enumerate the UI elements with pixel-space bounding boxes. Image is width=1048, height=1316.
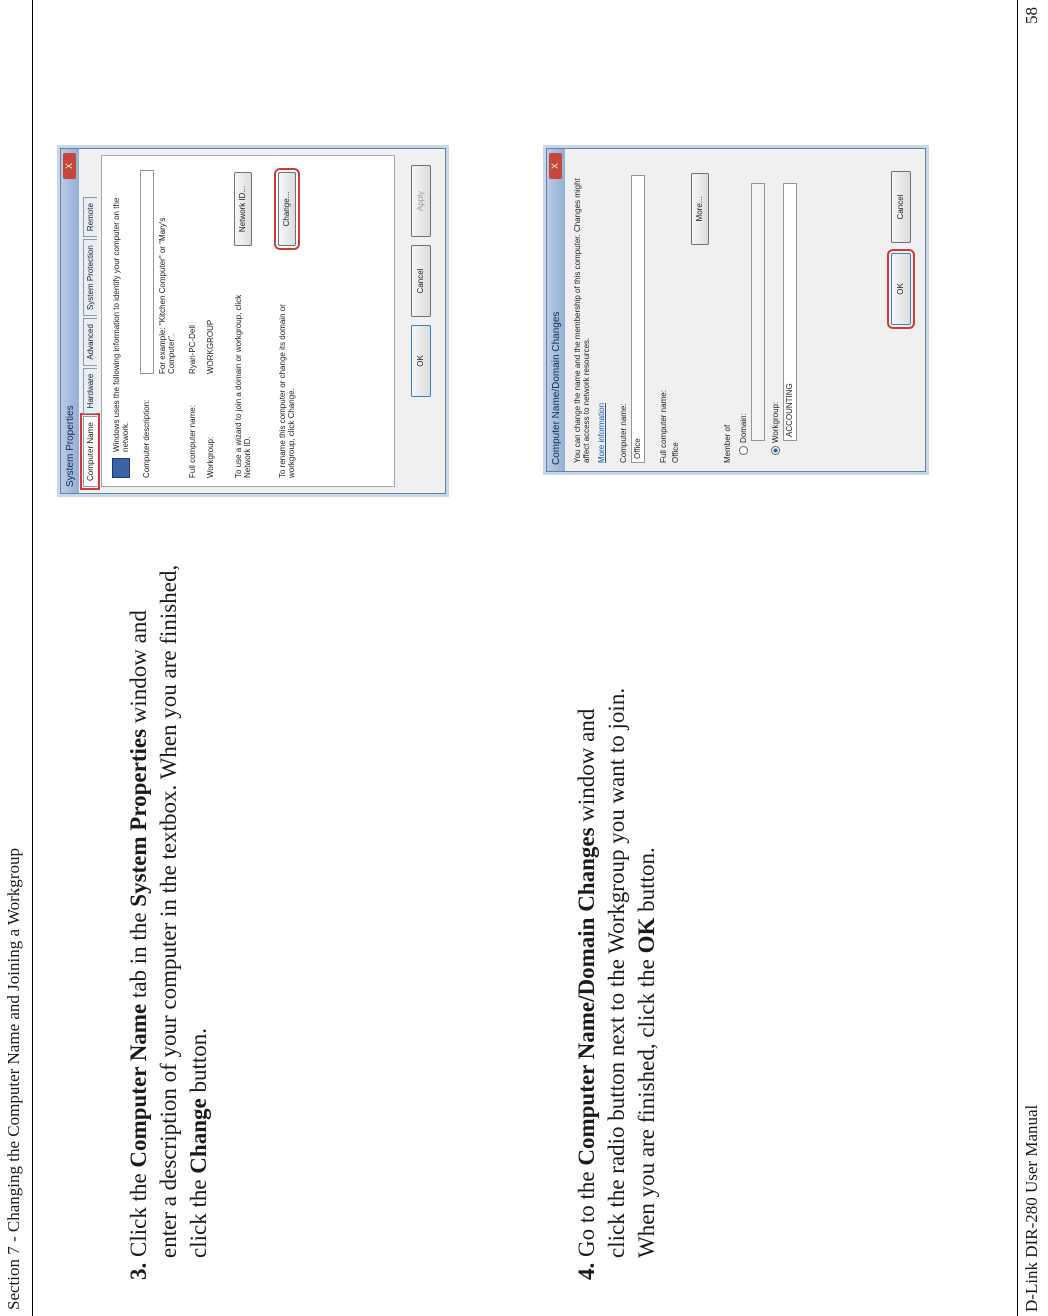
tab-remote[interactable]: Remote bbox=[83, 197, 97, 237]
domain-changes-term: Computer Name/Domain Changes bbox=[574, 827, 599, 1166]
system-properties-term: System Properties bbox=[126, 728, 151, 907]
ok-button[interactable]: OK bbox=[411, 325, 431, 397]
tab-pane bbox=[101, 155, 395, 487]
description-label: Computer description: bbox=[142, 399, 151, 478]
example-text: For example: "Kitchen Computer" or "Mary's Computer". bbox=[158, 217, 176, 374]
window-title: System Properties bbox=[64, 405, 76, 487]
computer-name-input[interactable]: Office bbox=[631, 175, 645, 463]
domain-radio[interactable] bbox=[739, 446, 748, 455]
step-3-text: 3. Click the Computer Name tab in the System Properties window and enter a description of your computer in the textbox. When you are finished, click the Change button. bbox=[126, 564, 211, 1280]
tab-strip bbox=[79, 149, 97, 493]
intro-text: Windows uses the following information to identify your computer on the network. bbox=[112, 197, 130, 452]
more-information-link[interactable]: More information bbox=[597, 402, 606, 463]
header-rule bbox=[32, 0, 33, 1316]
step-number: 3. bbox=[126, 1262, 151, 1280]
full-name-label: Full computer name: bbox=[659, 390, 668, 463]
computer-icon bbox=[112, 458, 130, 478]
domain-label: Domain: bbox=[739, 413, 748, 443]
ok-button[interactable]: OK bbox=[891, 253, 911, 325]
footer-manual-title: D-Link DIR-280 User Manual bbox=[1022, 1104, 1041, 1312]
workgroup-input[interactable]: ACCOUNTING bbox=[783, 183, 797, 441]
rename-text: To rename this computer or change its domain or workgroup, click Change. bbox=[278, 304, 296, 478]
system-properties-window bbox=[60, 148, 446, 494]
computer-name-term: Computer Name bbox=[126, 1003, 151, 1168]
domain-radio-row bbox=[739, 413, 748, 455]
full-name-value: Ryan-PC-Dell bbox=[188, 325, 197, 374]
ok-term: OK bbox=[634, 917, 659, 954]
member-of-label: Member of bbox=[723, 424, 732, 463]
step-4-text: 4. Go to the Computer Name/Domain Changes window and click the radio button next to the Workgroup you want to join. When you are finished, click the OK button. bbox=[574, 687, 659, 1280]
footer-rule bbox=[1017, 0, 1018, 1316]
intro-text: You can change the name and the membership of this computer. Changes might affect access to network resources. bbox=[573, 178, 591, 463]
close-icon[interactable]: X bbox=[63, 153, 76, 179]
cancel-button[interactable]: Cancel bbox=[891, 171, 911, 243]
page-number: 58 bbox=[1022, 7, 1041, 24]
workgroup-label: Workgroup: bbox=[771, 401, 780, 443]
close-icon[interactable]: X bbox=[549, 153, 562, 179]
computer-description-input[interactable] bbox=[140, 170, 154, 374]
full-name-value: Office bbox=[671, 442, 680, 463]
step-number: 4. bbox=[574, 1262, 599, 1280]
wizard-text: To use a wizard to join a domain or workgroup, click Network ID. bbox=[234, 294, 252, 478]
full-name-label: Full computer name: bbox=[188, 405, 197, 478]
workgroup-radio[interactable] bbox=[771, 446, 780, 455]
tab-advanced[interactable]: Advanced bbox=[83, 318, 97, 366]
tab-system-protection[interactable]: System Protection bbox=[83, 239, 97, 316]
change-term: Change bbox=[186, 1098, 211, 1174]
tab-hardware[interactable]: Hardware bbox=[83, 368, 97, 415]
apply-button[interactable]: Apply bbox=[411, 165, 431, 237]
more-button[interactable]: More... bbox=[691, 173, 709, 245]
domain-input[interactable] bbox=[751, 183, 765, 441]
tab-computer-name[interactable]: Computer Name bbox=[83, 416, 97, 487]
computer-name-label: Computer name: bbox=[619, 403, 628, 463]
change-button[interactable]: Change... bbox=[278, 172, 296, 246]
domain-changes-window bbox=[546, 148, 926, 472]
cancel-button[interactable]: Cancel bbox=[411, 245, 431, 317]
title-bar bbox=[61, 149, 79, 493]
window-title: Computer Name/Domain Changes bbox=[550, 311, 562, 465]
workgroup-label: Workgroup: bbox=[206, 436, 215, 478]
title-bar bbox=[547, 149, 565, 471]
workgroup-radio-row bbox=[771, 402, 780, 455]
network-id-button[interactable]: Network ID... bbox=[234, 172, 252, 246]
workgroup-value: WORKGROUP bbox=[206, 319, 215, 374]
section-header: Section 7 - Changing the Computer Name and Joining a Workgroup bbox=[4, 848, 23, 1310]
